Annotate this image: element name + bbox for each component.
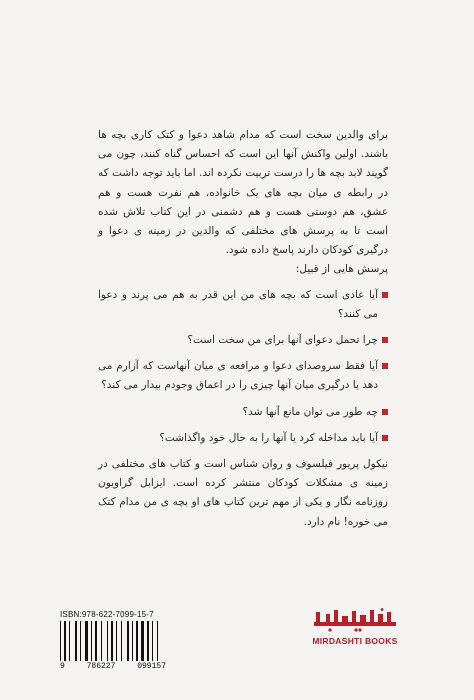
intro-paragraph: برای والدین سخت است که مدام شاهد دعوا و کتک کاری بچه ها باشند. اولین واکنش آنها این است که احساس گناه کنند، چون می گویند لابد بچه ها را درست تربیت نکرده اند. اما باید توجه داشت که در رابطه ی میان بچه های یک خانواده، هم نفرت هست و هم عشق، هم دوستی هست و هم دشمنی در این کتاب تلاش شده است تا به پرسش های مختلفی که والدین در زمینه ی دعوا و درگیری کودکان دارند پاسخ داده شود.: [98, 129, 388, 257]
square-bullet-icon: [382, 435, 388, 441]
back-cover-text: [98, 126, 388, 532]
author-paragraph: نیکول پریور فیلسوف و روان شناس است و کتاب های مختلفی در زمینه ی مشکلات کودکان منتشر کرده است. ایزابل گراویون روزنامه نگار و یکی از مهم ترین کتاب های او بچه ی من مدام کتک می خوره! نام دارد.: [98, 458, 388, 528]
question-item: [98, 357, 388, 395]
question-item: [98, 286, 388, 324]
square-bullet-icon: [382, 337, 388, 343]
question-text: آیا فقط سروصدای دعوا و مرافعه ی میان آنهاست که آزارم می دهد یا درگیری میان آنها چیزی را در اعماق وجودم بیدار می کند؟: [98, 360, 378, 392]
barcode-lead-digit: 9: [60, 662, 65, 671]
question-item: [98, 429, 388, 448]
question-item: [98, 331, 388, 350]
square-bullet-icon: [382, 363, 388, 369]
square-bullet-icon: [382, 409, 388, 415]
barcode-icon: [58, 621, 166, 661]
publisher-logo: [300, 608, 410, 646]
barcode-group-1: 786227: [86, 662, 116, 671]
barcode-group-2: 099157: [137, 662, 166, 671]
isbn-label: ISBN:978-622-7099-15-7: [60, 610, 154, 619]
question-item: [98, 403, 388, 422]
publisher-name: MIRDASHTI BOOKS: [312, 636, 398, 646]
question-text: آیا عادی است که بچه های من این قدر به هم می پرند و دعوا می کنند؟: [98, 288, 378, 320]
isbn-barcode: [58, 610, 168, 671]
publisher-logo-icon: [310, 608, 400, 634]
square-bullet-icon: [382, 292, 388, 298]
question-text: چه طور می توان مانع آنها شد؟: [242, 405, 378, 418]
questions-list: [98, 286, 388, 448]
question-text: آیا باید مداخله کرد یا آنها را به حال خود واگذاشت؟: [159, 431, 378, 444]
questions-heading: پرسش هایی از قبیل:: [295, 263, 388, 276]
barcode-digits: [58, 662, 168, 671]
question-text: چرا تحمل دعوای آنها برای من سخت است؟: [187, 334, 378, 347]
